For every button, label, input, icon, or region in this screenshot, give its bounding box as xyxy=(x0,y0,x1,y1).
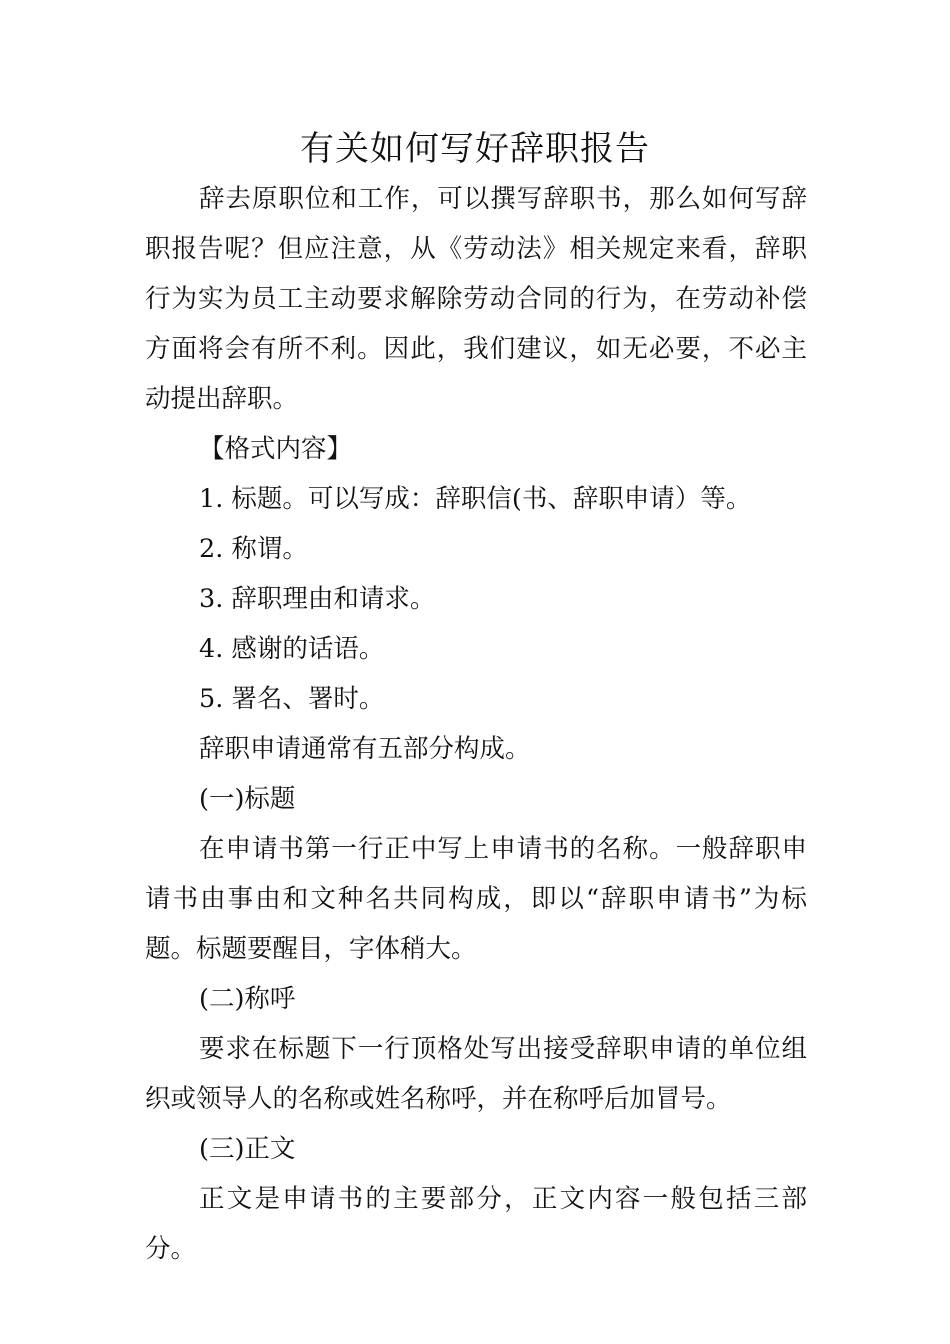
main-text-paragraph: 正文是申请书的主要部分，正文内容一般包括三部分。 xyxy=(145,1184,807,1264)
list-item-1: 1. 标题。可以写成：辞职信(书、辞职申请）等。 xyxy=(199,484,752,514)
list-item-4: 4. 感谢的话语。 xyxy=(199,634,385,664)
subheading-salutation: (二)称呼 xyxy=(199,984,296,1014)
list-item-2: 2. 称谓。 xyxy=(199,534,308,564)
section-heading-format: 【格式内容】 xyxy=(199,434,353,464)
subheading-title: (一)标题 xyxy=(199,784,296,814)
structure-summary: 辞职申请通常有五部分构成。 xyxy=(199,734,531,764)
document-title: 有关如何写好辞职报告 xyxy=(300,129,650,169)
salutation-paragraph: 要求在标题下一行顶格处写出接受辞职申请的单位组织或领导人的名称或姓名称呼，并在称呼后加冒号。 xyxy=(145,1034,807,1114)
title-paragraph: 在申请书第一行正中写上申请书的名称。一般辞职申请书由事由和文种名共同构成，即以“辞职申请书”为标题。标题要醒目，字体稍大。 xyxy=(145,834,807,964)
subheading-main-text: (三)正文 xyxy=(199,1134,296,1164)
intro-paragraph: 辞去原职位和工作，可以撰写辞职书，那么如何写辞职报告呢？但应注意，从《劳动法》相关规定来看，辞职行为实为员工主动要求解除劳动合同的行为，在劳动补偿方面将会有所不利。因此，我们建议，如无必要，不必主动提出辞职。 xyxy=(145,184,807,414)
document-body xyxy=(145,174,807,1274)
list-item-5: 5. 署名、署时。 xyxy=(199,684,385,714)
list-item-3: 3. 辞职理由和请求。 xyxy=(199,584,436,614)
